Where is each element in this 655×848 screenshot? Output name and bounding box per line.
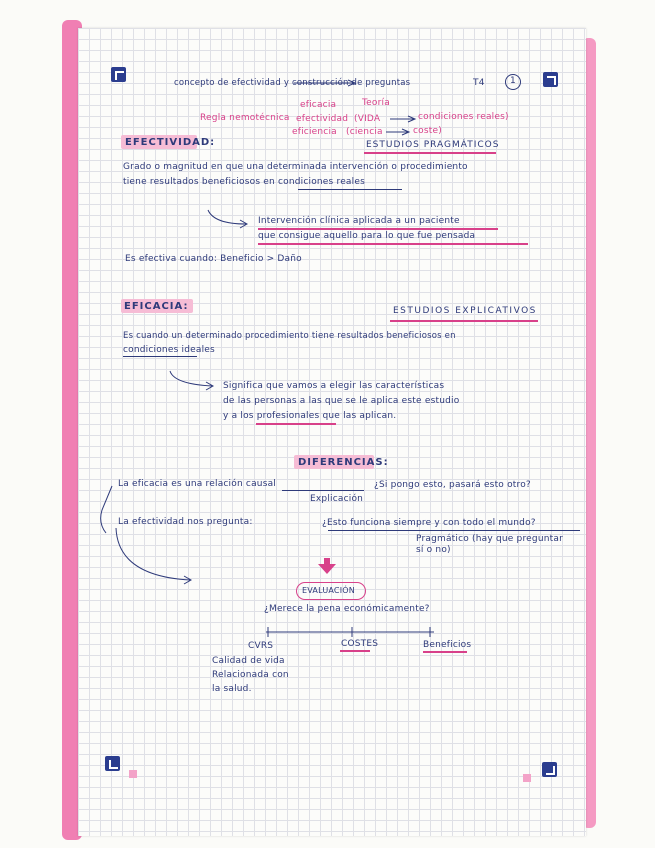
hand-drawn-arrows [78, 28, 586, 836]
cvrs-definition-1: Calidad de vida [212, 656, 285, 666]
page-number: 1 [510, 76, 516, 86]
eficacia-note-1: Significa que vamos a elegir las características [223, 381, 445, 391]
eficacia-text-1: Es cuando un determinado procedimiento tiene resultados beneficiosos en [123, 331, 456, 341]
map-condiciones: condiciones reales) [418, 112, 509, 122]
efectividad-example-2: que consigue aquello para lo que fue pensada [258, 231, 476, 241]
bracket [101, 486, 112, 533]
branch-costes: COSTES [341, 639, 379, 649]
eficacia-note-2: de las personas a las que se le aplica este estudio [223, 396, 460, 406]
eficacia-text-2: condiciones ideales [123, 345, 215, 355]
branch-cvrs: CVRS [248, 641, 274, 651]
diferencias-arrow [116, 528, 191, 584]
condiciones-arrow [390, 116, 415, 122]
map-regla: Regla nemotécnica [200, 113, 290, 123]
efectividad-example-1: Intervención clínica aplicada a un paciente [258, 216, 460, 226]
efectividad-heading: EFECTIVIDAD: [125, 137, 216, 148]
note-arrow [170, 371, 213, 390]
notebook-page [78, 28, 586, 836]
page-title: concepto de efectividad y construcción de preguntas [174, 78, 411, 88]
evaluacion-branch-line [266, 627, 434, 637]
map-eficacia: eficacia [300, 100, 337, 110]
eficacia-study-label: ESTUDIOS EXPLICATIVOS [393, 306, 537, 316]
diferencias-row2-question: ¿Esto funciona siempre y con todo el mundo? [322, 518, 536, 528]
evaluacion-question: ¿Merece la pena económicamente? [264, 604, 430, 614]
coste-arrow [386, 129, 409, 135]
efectividad-study-label: ESTUDIOS PRAGMÁTICOS [366, 140, 500, 150]
branch-beneficios: Beneficios [423, 640, 472, 650]
eficacia-note-3: y a los profesionales que las aplican. [223, 411, 397, 421]
efectividad-rule: Es efectiva cuando: Beneficio > Daño [125, 254, 302, 264]
diferencias-row2-label: La efectividad nos pregunta: [118, 517, 253, 527]
teoria-arrow [294, 80, 355, 86]
map-coste: coste) [413, 126, 442, 136]
cvrs-definition-2: Relacionada con [212, 670, 289, 680]
evaluacion-label: EVALUACIÓN [302, 586, 355, 595]
diferencias-heading: DIFERENCIAS: [298, 457, 389, 468]
efectividad-text-2: tiene resultados beneficiosos en condiciones reales [123, 177, 365, 187]
cvrs-definition-3: la salud. [212, 684, 252, 694]
diferencias-row2-tag: Pragmático (hay que preguntar sí o no) [416, 534, 563, 555]
diferencias-row1-tag: Explicación [310, 494, 364, 504]
efectividad-text-1: Grado o magnitud en que una determinada intervención o procedimiento [123, 162, 468, 172]
unit-label: T4 [473, 78, 485, 88]
map-ciencia: (ciencia [346, 127, 383, 137]
map-eficiencia: eficiencia [292, 127, 337, 137]
diferencias-row1-question: ¿Si pongo esto, pasará esto otro? [374, 480, 531, 490]
eficacia-heading: EFICACIA: [124, 301, 189, 312]
down-arrow-icon [318, 558, 336, 574]
map-vida: (VIDA [354, 114, 381, 124]
map-efectividad: efectividad [296, 114, 349, 124]
map-teoria: Teoría [362, 98, 390, 108]
example-arrow [208, 210, 247, 228]
diferencias-row1-label: La eficacia es una relación causal [118, 479, 277, 489]
